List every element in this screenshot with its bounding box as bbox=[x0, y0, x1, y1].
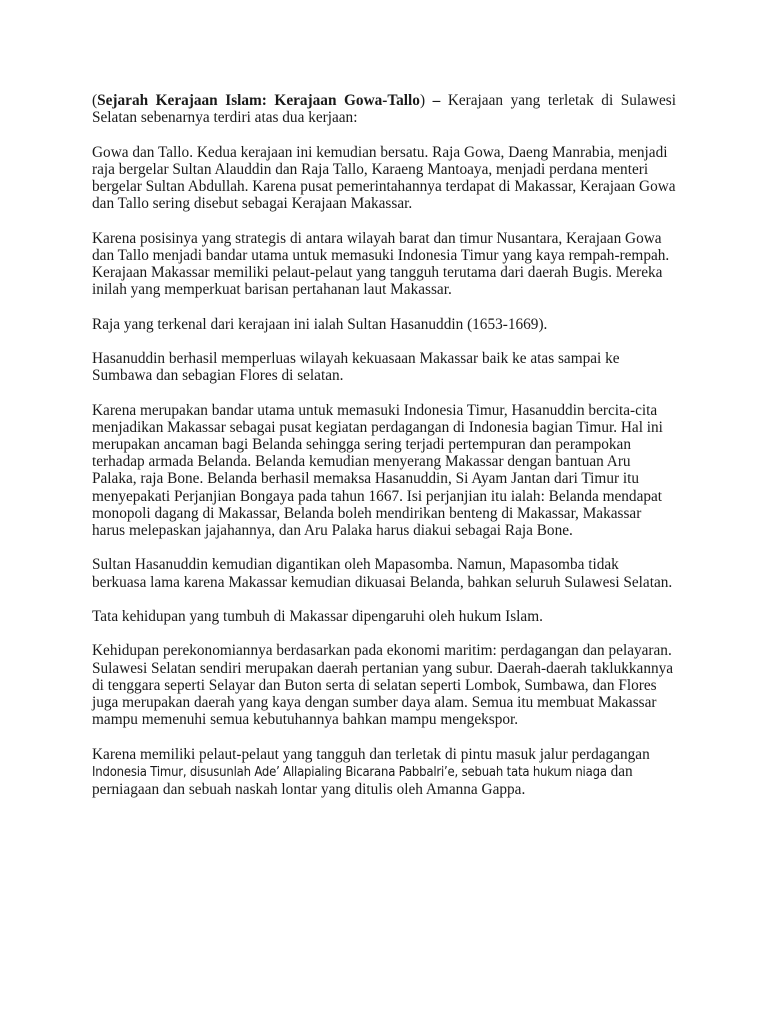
article-title: Sejarah Kerajaan Islam: Kerajaan Gowa-Tallo bbox=[97, 92, 420, 109]
paragraph-trade-law bbox=[92, 746, 676, 799]
document-page bbox=[92, 92, 676, 815]
title-dash: – bbox=[425, 92, 448, 109]
paragraph-economy: Kehidupan perekonomiannya berdasarkan pada ekonomi maritim: perdagangan dan pelayaran. Sulawesi Selatan sendiri merupakan daerah pertanian yang subur. Daerah-daerah taklukkannya di tenggara seperti Selayar dan Buton serta di selatan seperti Lombok, Sumbawa, dan Flores juga merupakan daerah yang kaya dengan sumber daya alam. Semua itu membuat Makassar mampu memenuhi semua kebutuhannya bahkan mampu mengekspor. bbox=[92, 642, 674, 729]
paragraph-islamic-law: Tata kehidupan yang tumbuh di Makassar dipengaruhi oleh hukum Islam. bbox=[92, 607, 543, 625]
trade-law-text-3: dan perniagaan dan sebuah naskah lontar yang ditulis oleh Amanna Gappa. bbox=[92, 762, 633, 798]
paragraph-expansion: Hasanuddin berhasil memperluas wilayah kekuasaan Makassar baik ke atas sampai ke Sumbawa dan sebagian Flores di selatan. bbox=[92, 349, 620, 385]
paragraph-mapasomba: Sultan Hasanuddin kemudian digantikan oleh Mapasomba. Namun, Mapasomba tidak berkuasa lama karena Makassar kemudian dikuasai Belanda, bahkan seluruh Sulawesi Selatan. bbox=[92, 556, 673, 591]
paragraph-strategic-position: Karena posisinya yang strategis di antara wilayah barat dan timur Nusantara, Kerajaan Gowa dan Tallo menjadi bandar utama untuk memasuki Indonesia Timur yang kaya rempah-rempah. Kerajaan Makassar memiliki pelaut-pelaut yang tangguh terutama dari daerah Bugis. Mereka inilah yang memperkuat barisan pertahanan laut Makassar. bbox=[92, 229, 670, 299]
paragraph-bongaya-treaty: Karena merupakan bandar utama untuk memasuki Indonesia Timur, Hasanuddin bercita-cita menjadikan Makassar sebagai pusat kegiatan perdagangan di Indonesia bagian Timur. Hal ini merupakan ancaman bagi Belanda sehingga sering terjadi pertempuran dan perampokan terhadap armada Belanda. Belanda kemudian menyerang Makassar dengan bantuan Aru Palaka, raja Bone. Belanda berhasil memaksa Hasanuddin, Si Ayam Jantan dari Timur itu menyepakati Perjanjian Bongaya pada tahun 1667. Isi perjanjian itu ialah: Belanda mendapat monopoli dagang di Makassar, Belanda boleh mendirikan benteng di Makassar, Makassar harus melepaskan jajahannya, dan Aru Palaka harus diakui sebagai Raja Bone. bbox=[92, 401, 663, 539]
paragraph-gowa-tallo: Gowa dan Tallo. Kedua kerajaan ini kemudian bersatu. Raja Gowa, Daeng Manrabia, menjadi raja bergelar Sultan Alauddin dan Raja Tallo, Karaeng Mantoaya, menjadi perdana menteri bergelar Sultan Abdullah. Karena pusat pemerintahannya terdapat di Makassar, Kerajaan Gowa dan Tallo sering disebut sebagai Kerajaan Makassar. bbox=[92, 143, 676, 213]
close-paren: ) bbox=[419, 92, 426, 109]
intro-text: Kerajaan yang terletak di Sulawesi Selatan sebenarnya terdiri atas dua kerjaan: bbox=[92, 92, 676, 127]
trade-law-text-2: Indonesia Timur, disusunlah Ade’ Allapialing Bicarana Pabbalri’e, sebuah tata hukum niaga bbox=[92, 764, 607, 780]
trade-law-text-1: Karena memiliki pelaut-pelaut yang tangguh dan terletak di pintu masuk jalur perdagangan bbox=[92, 745, 650, 763]
intro-paragraph bbox=[92, 92, 676, 126]
open-paren: ( bbox=[92, 92, 98, 109]
paragraph-famous-king: Raja yang terkenal dari kerajaan ini ialah Sultan Hasanuddin (1653-1669). bbox=[92, 315, 548, 333]
